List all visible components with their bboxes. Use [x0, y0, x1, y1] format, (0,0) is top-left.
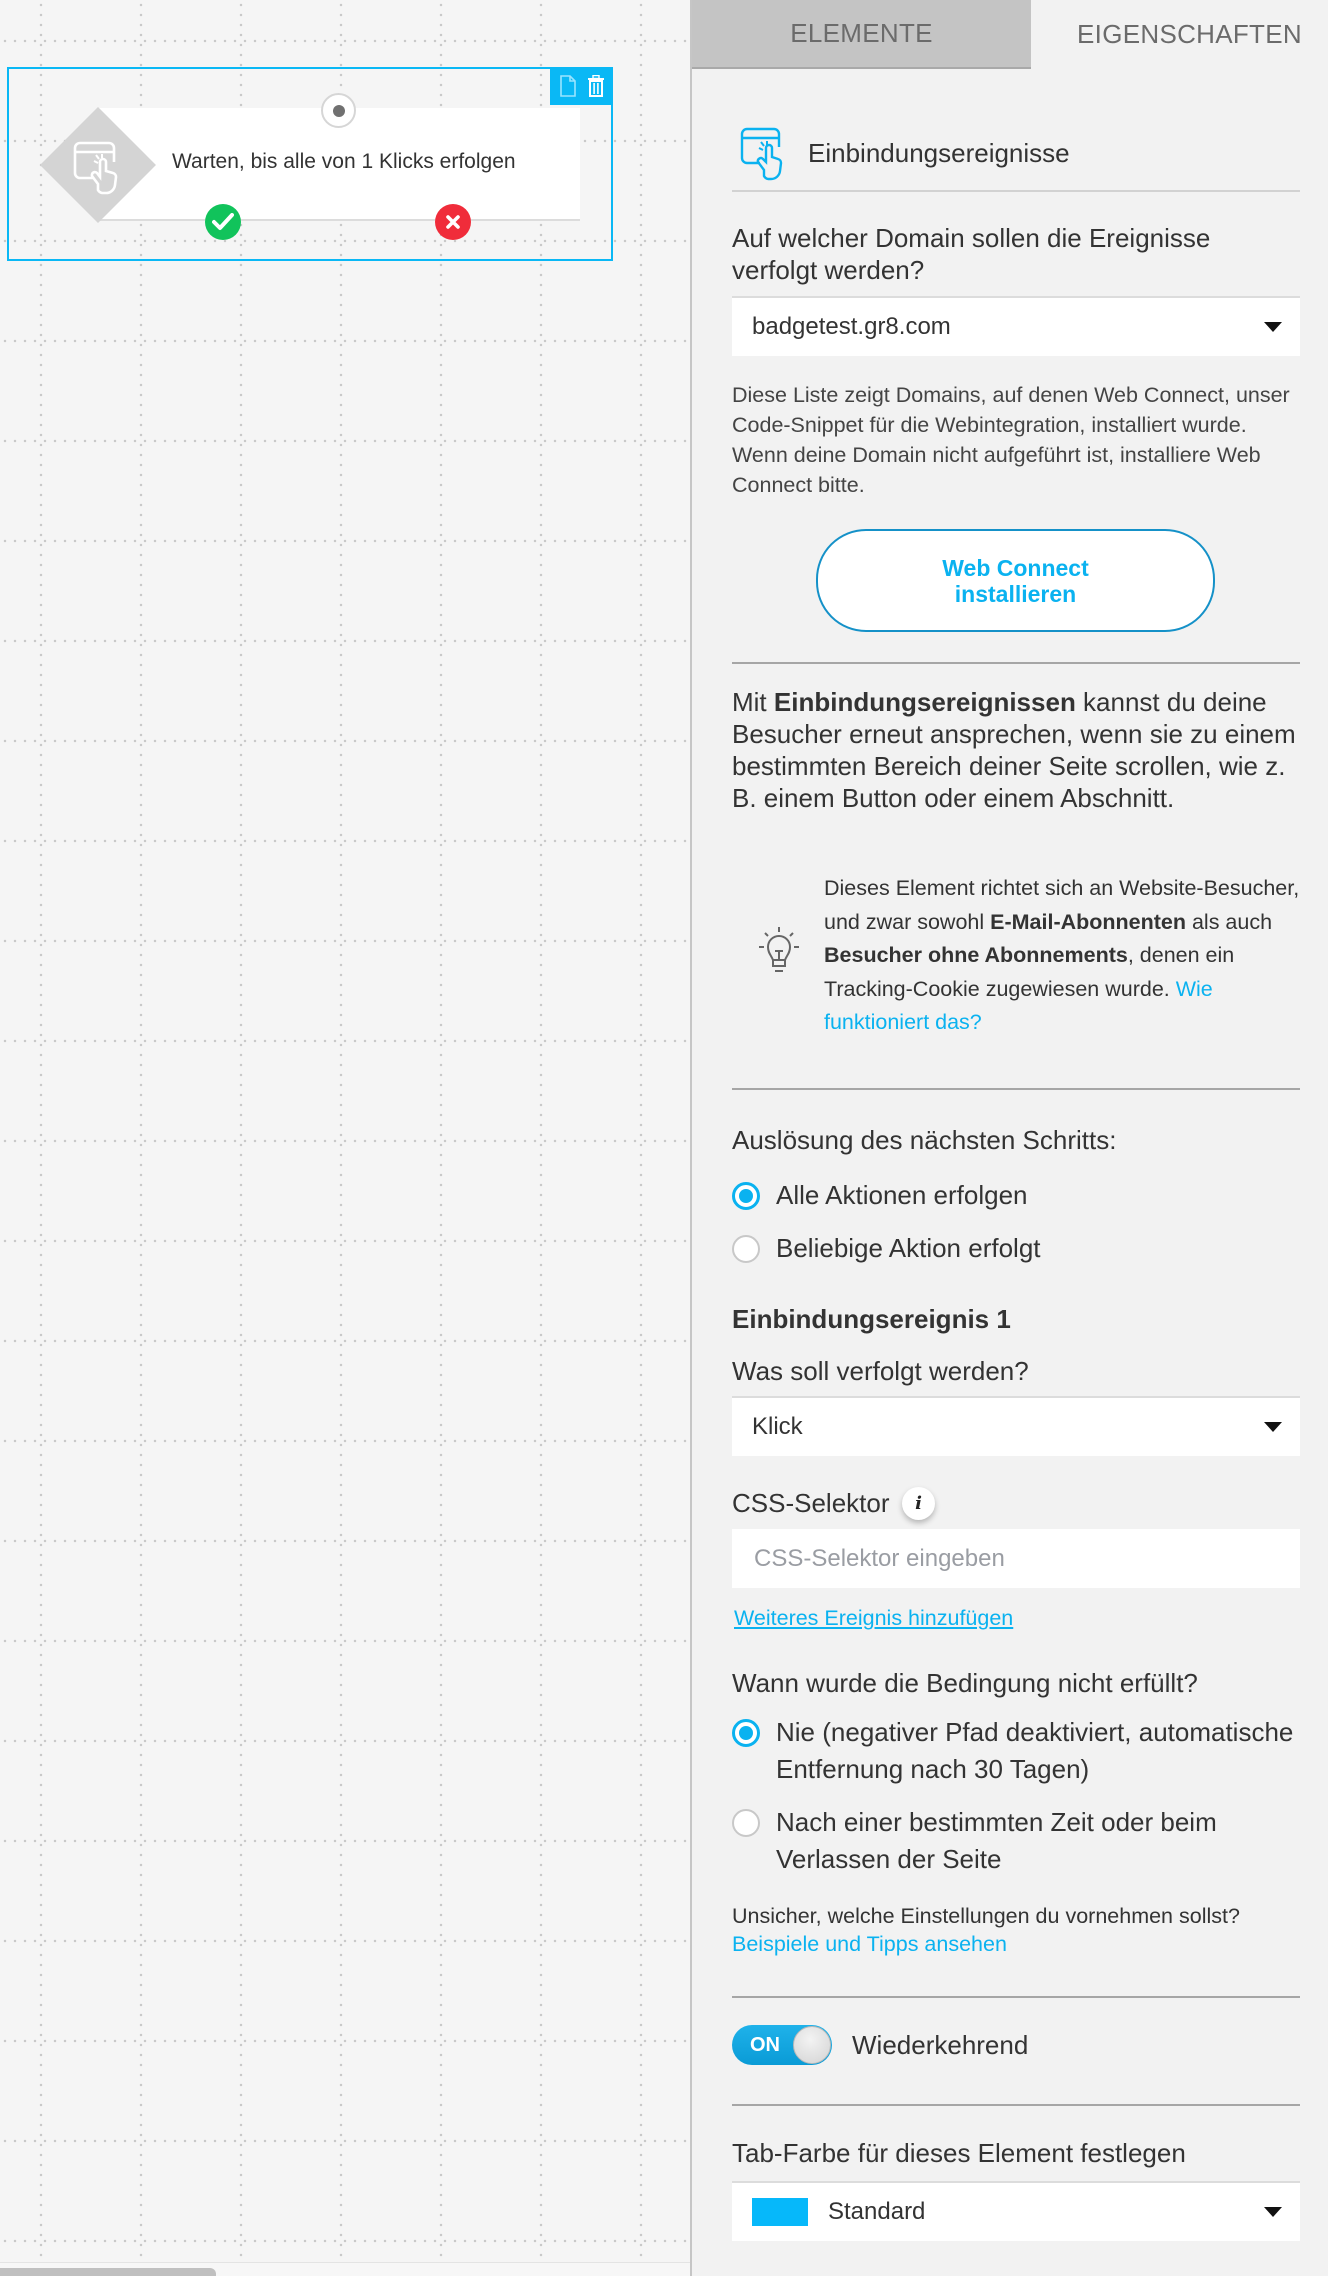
radio-checked-icon[interactable]: [732, 1719, 760, 1747]
domain-select[interactable]: [732, 296, 1300, 356]
tip-t2: als auch: [1186, 909, 1273, 934]
tab-properties[interactable]: EIGENSCHAFTEN: [1031, 0, 1328, 69]
browser-click-icon: [72, 140, 122, 196]
tab-elements[interactable]: ELEMENTE: [692, 0, 1031, 69]
properties-panel: [690, 0, 1328, 2276]
horizontal-scrollbar[interactable]: [0, 2262, 690, 2276]
failure-port[interactable]: [435, 204, 471, 240]
install-web-connect-button[interactable]: [816, 529, 1215, 632]
radio-checked-icon[interactable]: [732, 1182, 760, 1210]
radio-after-time[interactable]: [732, 1809, 1300, 1878]
tips-link[interactable]: Beispiele und Tipps ansehen: [732, 1932, 1007, 1956]
recurring-label: Wiederkehrend: [852, 2030, 1029, 2060]
intro-text: [732, 686, 1300, 814]
tip-text: [824, 872, 1302, 1040]
lightbulb-icon: [756, 925, 802, 975]
radio-label: Nach einer bestimmten Zeit oder beim Verlassen der Seite: [776, 1807, 1217, 1874]
tab-color-select[interactable]: [732, 2181, 1300, 2241]
what-to-track-label: Was soll verfolgt werden?: [732, 1356, 1029, 1386]
toggle-on-label: ON: [750, 2034, 780, 2056]
node-toolbar: [550, 67, 613, 105]
tab-color-value: Standard: [828, 2198, 926, 2225]
radio-unchecked-icon[interactable]: [732, 1809, 760, 1837]
document-icon: [560, 75, 576, 97]
radio-label: Nie (negativer Pfad deaktiviert, automatische Entfernung nach 30 Tagen): [776, 1717, 1294, 1784]
info-icon[interactable]: i: [902, 1487, 935, 1520]
domain-help-text: Diese Liste zeigt Domains, auf denen Web Connect, unser Code-Snippet für die Webintegration, installiert wurde. Wenn deine Domain nicht aufgeführt ist, installiere Web Connect bitte.: [732, 383, 1290, 497]
input-port[interactable]: [321, 93, 356, 128]
button-label-line1: Web Connect: [942, 554, 1089, 581]
success-port[interactable]: [205, 204, 241, 240]
scrollbar-thumb[interactable]: [0, 2268, 216, 2276]
delete-node-button[interactable]: [587, 74, 605, 98]
event-title: Einbindungsereignis 1: [732, 1304, 1011, 1334]
unsure-text: Unsicher, welche Einstellungen du vornehmen sollst?: [732, 1904, 1240, 1928]
tip-b2: Besucher ohne Abonnements: [824, 943, 1128, 967]
node-label: Warten, bis alle von 1 Klicks erfolgen: [172, 150, 516, 173]
radio-unchecked-icon[interactable]: [732, 1235, 760, 1263]
css-selector-input[interactable]: [732, 1529, 1300, 1588]
check-icon: [212, 213, 234, 231]
add-event-link[interactable]: [734, 1606, 1013, 1631]
tip-b1: E-Mail-Abonnenten: [990, 909, 1186, 934]
what-to-track-value: Klick: [752, 1413, 803, 1440]
radio-all-actions[interactable]: [732, 1182, 1028, 1214]
caret-down-icon: [1264, 322, 1282, 332]
radio-label: Beliebige Aktion erfolgt: [776, 1233, 1041, 1263]
intro-bold: Einbindungsereignissen: [773, 687, 1076, 717]
panel-title: Einbindungsereignisse: [808, 138, 1070, 168]
divider: [732, 1996, 1300, 1998]
tab-color-label: Tab-Farbe für dieses Element festlegen: [732, 2138, 1186, 2168]
panel-tabs: [692, 0, 1328, 69]
recurring-toggle[interactable]: [732, 2025, 832, 2065]
how-it-works-link[interactable]: Wie funktioniert das?: [824, 976, 1213, 1034]
condition-label: Wann wurde die Bedingung nicht erfüllt?: [732, 1668, 1198, 1698]
toggle-knob: [793, 2026, 831, 2064]
duplicate-node-button[interactable]: [559, 74, 577, 98]
caret-down-icon: [1264, 2207, 1282, 2217]
radio-never[interactable]: [732, 1719, 1300, 1788]
divider: [732, 2104, 1300, 2106]
color-swatch: [752, 2198, 808, 2226]
divider: [732, 190, 1300, 192]
divider: [732, 662, 1300, 664]
css-selector-label: CSS-Selektor: [732, 1488, 890, 1518]
radio-any-action[interactable]: [732, 1235, 1041, 1267]
domain-select-value: badgetest.gr8.com: [752, 313, 951, 340]
trash-icon: [587, 75, 605, 97]
browser-click-icon: [740, 127, 786, 183]
tip-t3: , denen ein Tracking-Cookie zugewiesen wurde.: [824, 943, 1235, 1001]
what-to-track-select[interactable]: [732, 1396, 1300, 1456]
intro-suffix: kannst du deine Besucher erneut ansprechen, wenn sie zu einem bestimmten Bereich deiner Seite scrollen, wie z. B. einem Button oder einem Abschnitt.: [732, 687, 1296, 813]
add-event-link-text[interactable]: Weiteres Ereignis hinzufügen: [734, 1606, 1014, 1630]
divider: [732, 1088, 1300, 1090]
tip-t1: Dieses Element richtet sich an Website-Besucher, und zwar sowohl: [824, 876, 1300, 934]
domain-question: Auf welcher Domain sollen die Ereignisse verfolgt werden?: [732, 223, 1211, 285]
caret-down-icon: [1264, 1422, 1282, 1432]
button-label-line2: installieren: [954, 580, 1077, 607]
trigger-label: Auslösung des nächsten Schritts:: [732, 1125, 1117, 1155]
intro-prefix: Mit: [732, 687, 774, 717]
radio-label: Alle Aktionen erfolgen: [776, 1180, 1028, 1210]
port-dot-icon: [333, 105, 345, 117]
x-icon: [446, 215, 460, 229]
